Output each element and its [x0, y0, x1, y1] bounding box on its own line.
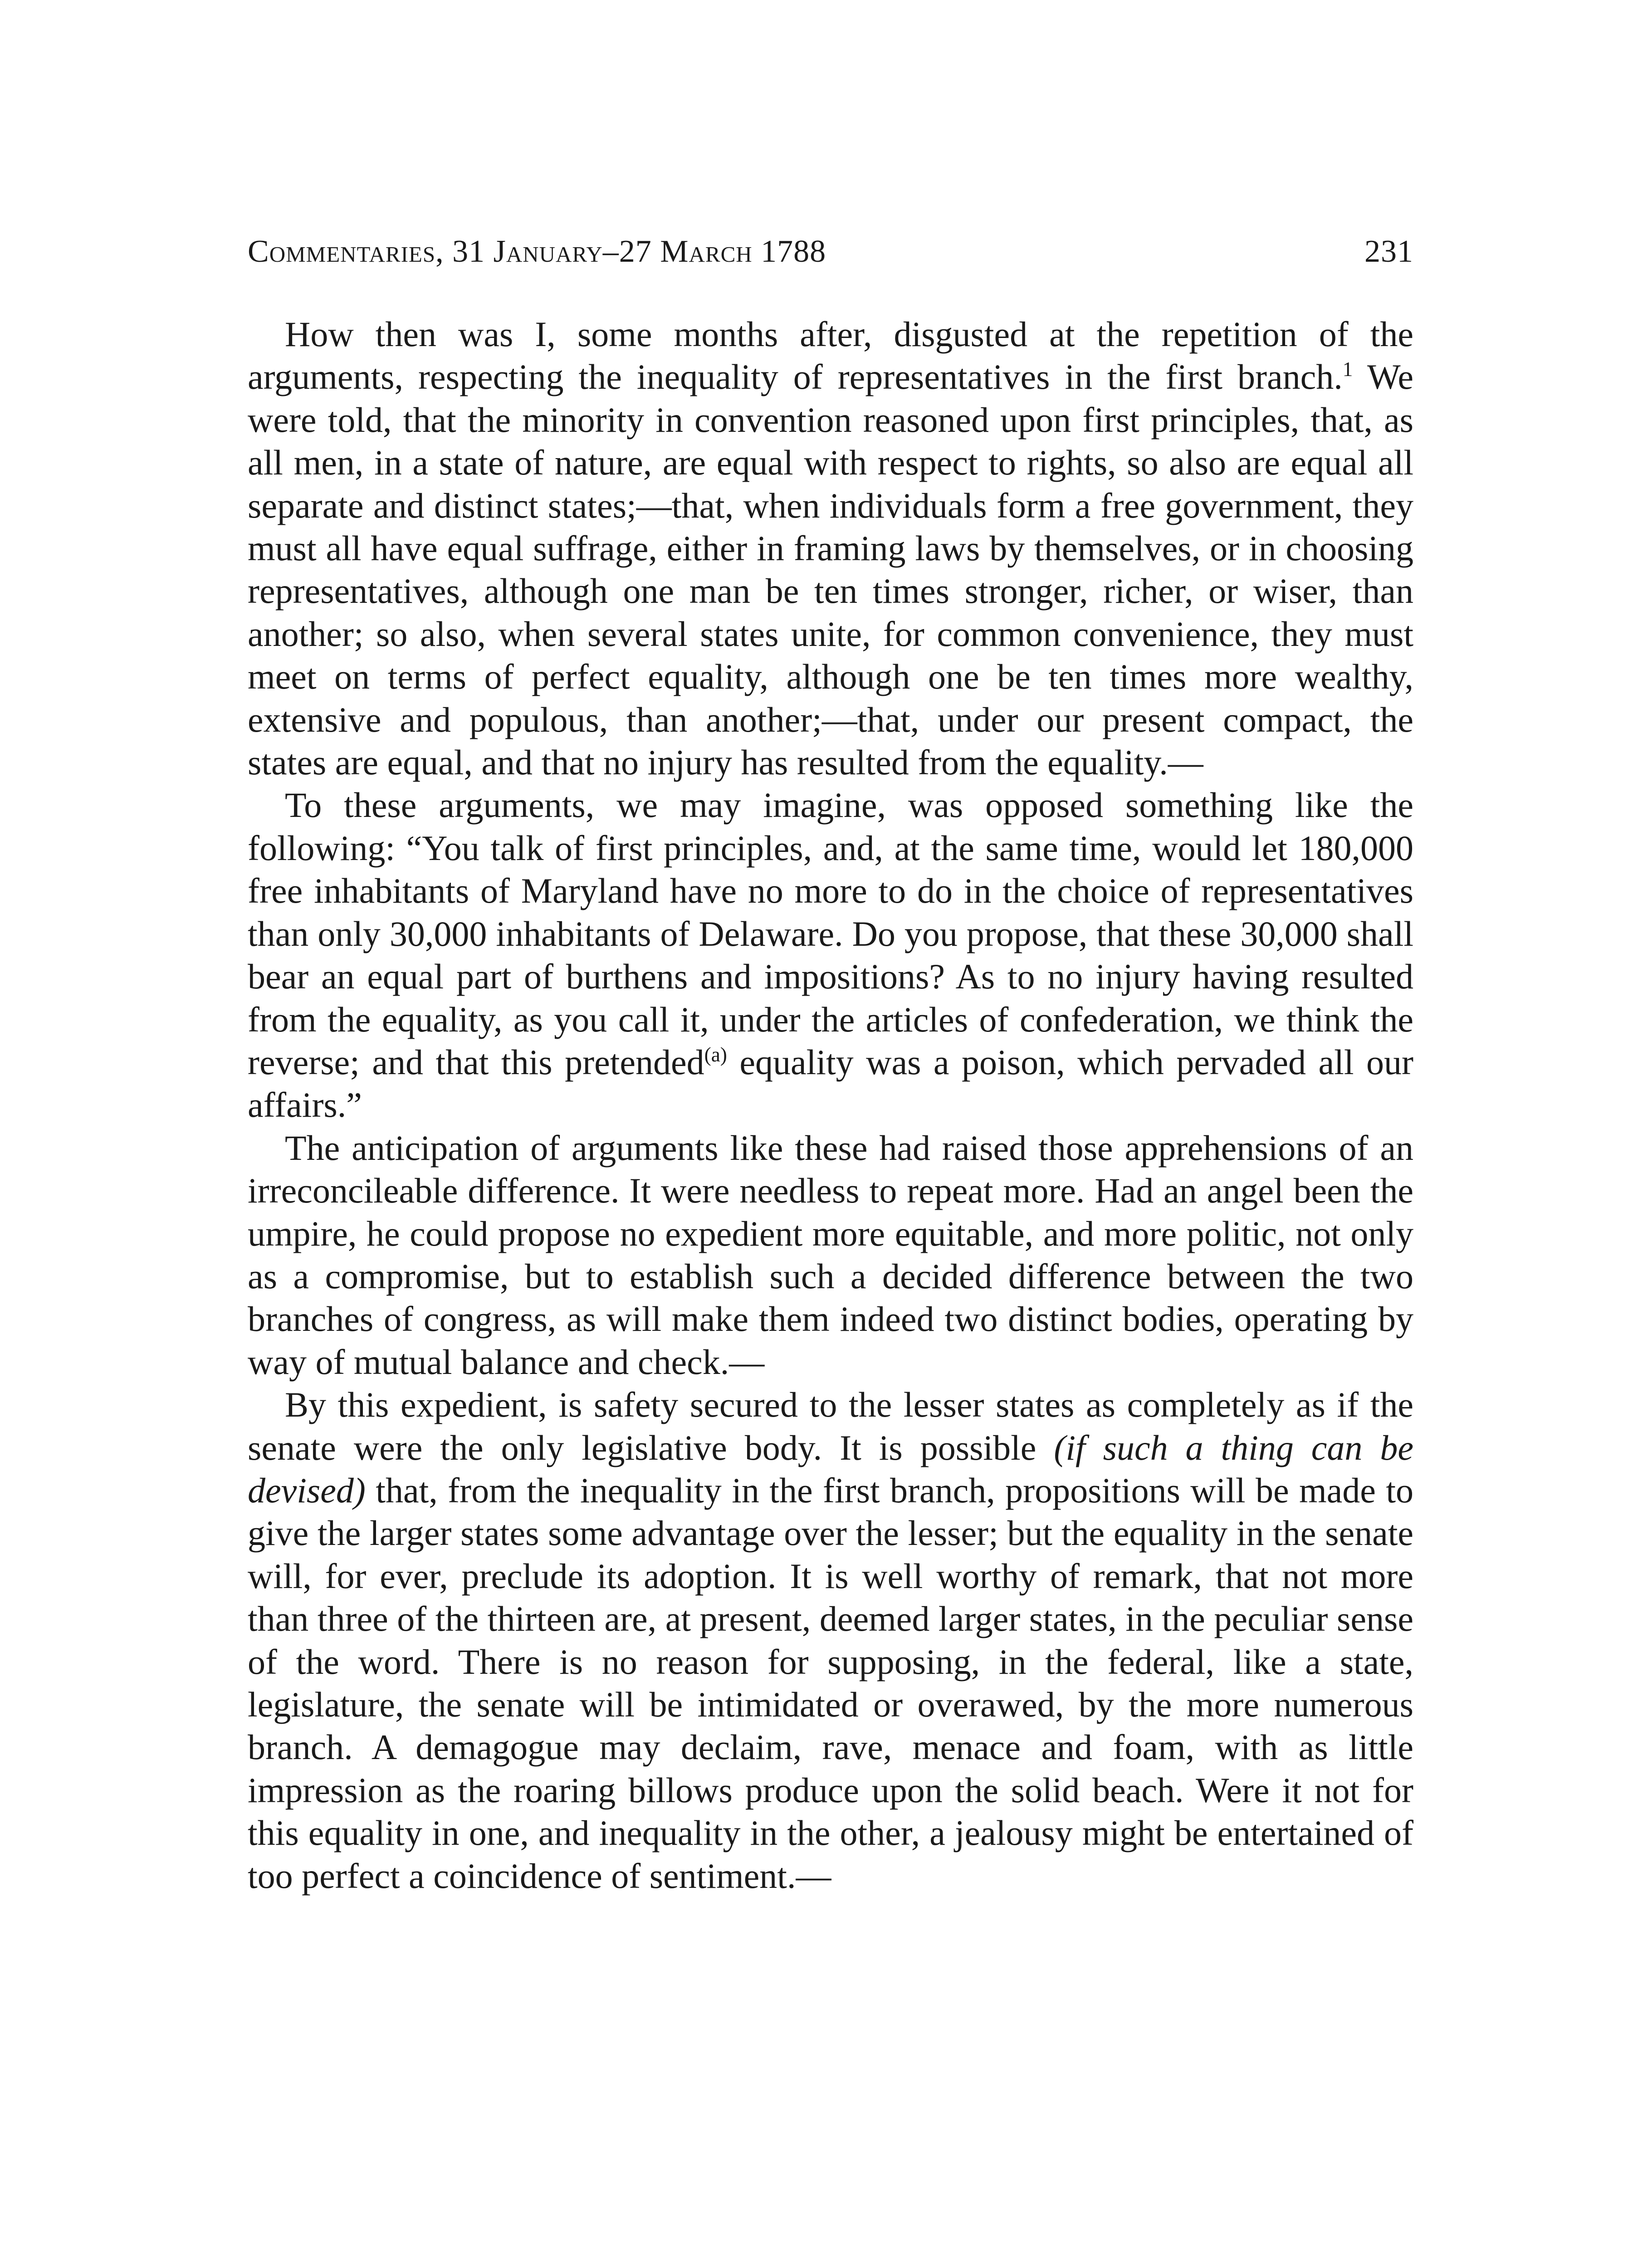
paragraph-3-text: The anticipation of arguments like these had raised those apprehensions of an irreconcileable difference. It were needless to repeat more. Had an angel been the umpire, he could propose no expedient more equitable, and more politic, not only as a compromise, but to establish such a decided difference between the two branches of congress, as will make them indeed two distinct bodies, operating by way of mutual balance and check.—	[248, 1128, 1413, 1382]
running-head	[248, 227, 1413, 277]
paragraph-1-text-b: We were told, that the minority in convention reasoned upon first principles, that, as all men, in a state of nature, are equal with respect to rights, so also are equal all separate and distinct states;—that, when individuals form a free government, they must all have equal suffrage, either in framing laws by themselves, or in choosing representatives, although one man be ten times stronger, richer, or wiser, than another; so also, when several states unite, for common convenience, they must meet on terms of perfect equality, although one be ten times more wealthy, extensive and populous, than another;—that, under our present compact, the states are equal, and that no injury has resulted from the equality.—	[248, 357, 1413, 782]
paragraph-3	[248, 1127, 1413, 1383]
running-title: Commentaries, 31 January–27 March 1788	[248, 234, 826, 269]
paragraph-2-text-b: equality was a poison, which pervaded all our affairs.”	[248, 1042, 1413, 1125]
paragraph-2-text-a: To these arguments, we may imagine, was opposed something like the following: “You talk of first principles, and, at the same time, would let 180,000 free inhabitants of Maryland have no more to do in the choice of representatives than only 30,000 inhabitants of Delaware. Do you propose, that these 30,000 shall bear an equal part of burthens and impositions? As to no injury having resulted from the equality, as you call it, under the articles of confederation, we think the reverse; and that this pretended	[248, 785, 1413, 1082]
paragraph-2	[248, 784, 1413, 1126]
paragraph-1	[248, 313, 1413, 784]
paragraph-4-text-b: that, from the inequality in the first branch, propositions will be made to give the larger states some advantage over the lesser; but the equality in the senate will, for ever, preclude its adoption. It is well worthy of remark, that not more than three of the thirteen are, at present, deemed larger states, in the peculiar sense of the word. There is no reason for supposing, in the federal, like a state, legislature, the senate will be intimidated or overawed, by the more numerous branch. A demagogue may declaim, rave, menace and foam, with as little impression as the roaring billows produce upon the solid beach. Were it not for this equality in one, and inequality in the other, a jealousy might be entertained of too perfect a coincidence of sentiment.—	[248, 1470, 1413, 1896]
paragraph-4	[248, 1383, 1413, 1897]
page-number: 231	[1364, 234, 1413, 269]
footnote-marker-1: 1	[1342, 358, 1353, 381]
paragraph-4-italic-aside: (if such a thing can be devised)	[248, 1427, 1413, 1510]
paragraph-1-text-a: How then was I, some months after, disgusted at the repetition of the arguments, respecting the inequality of representatives in the first branch.	[248, 314, 1413, 397]
paragraph-4-text-a: By this expedient, is safety secured to the lesser states as completely as if the senate were the only legislative body. It is possible	[248, 1385, 1413, 1467]
footnote-marker-a: (a)	[704, 1043, 727, 1066]
body-text	[248, 313, 1413, 1897]
